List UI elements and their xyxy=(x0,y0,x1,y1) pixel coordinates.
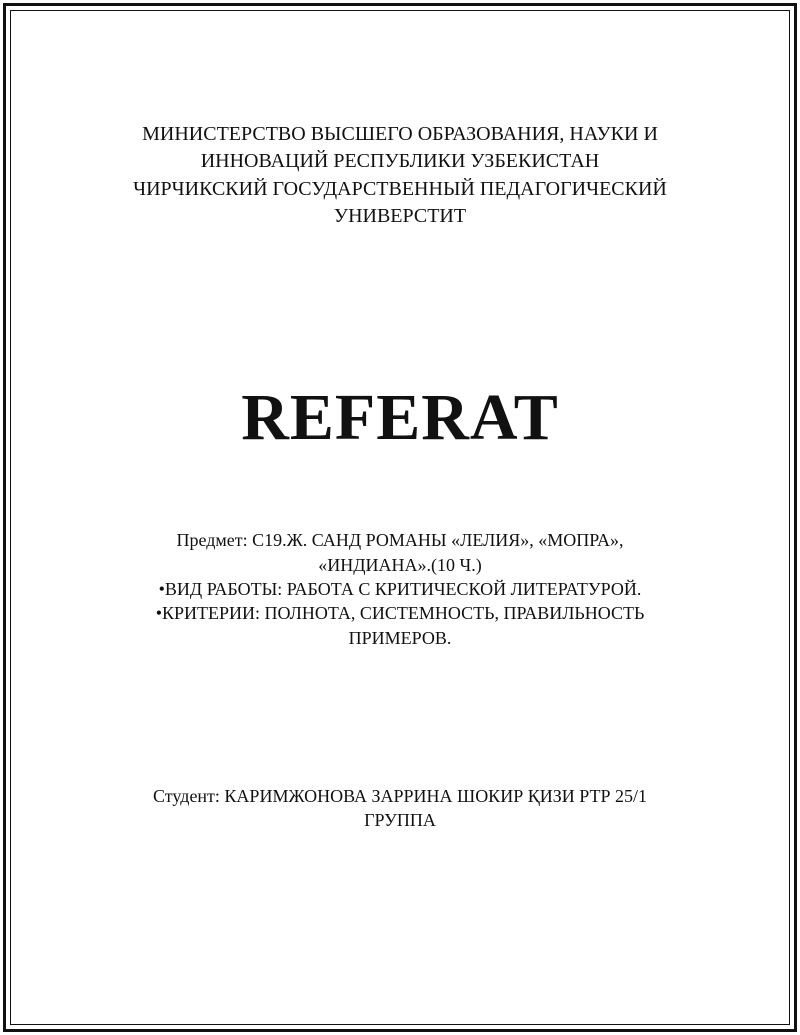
subject-line: «ИНДИАНА».(10 Ч.) xyxy=(318,555,482,575)
work-type-line: •ВИД РАБОТЫ: РАБОТА С КРИТИЧЕСКОЙ ЛИТЕРАТУРОЙ. xyxy=(158,579,642,599)
header-line: МИНИСТЕРСТВО ВЫСШЕГО ОБРАЗОВАНИЯ, НАУКИ И xyxy=(142,123,658,145)
document-title: REFERAT xyxy=(241,381,559,454)
header-line: УНИВЕРСТИТ xyxy=(333,205,467,227)
student-line: Студент: КАРИМЖОНОВА ЗАРРИНА ШОКИР ҚИЗИ РТР 25/1 xyxy=(153,786,647,806)
header-line: ИННОВАЦИЙ РЕСПУБЛИКИ УЗБЕКИСТАН xyxy=(200,150,600,172)
criteria-line: ПРИМЕРОВ. xyxy=(348,628,452,648)
header-line: ЧИРЧИКСКИЙ ГОСУДАРСТВЕННЫЙ ПЕДАГОГИЧЕСКИЙ xyxy=(133,178,667,200)
subject-line: Предмет: С19.Ж. САНД РОМАНЫ «ЛЕЛИЯ», «МОПРА», xyxy=(176,530,624,550)
student-line: ГРУППА xyxy=(364,810,436,830)
criteria-line: •КРИТЕРИИ: ПОЛНОТА, СИСТЕМНОСТЬ, ПРАВИЛЬНОСТЬ xyxy=(155,603,645,623)
